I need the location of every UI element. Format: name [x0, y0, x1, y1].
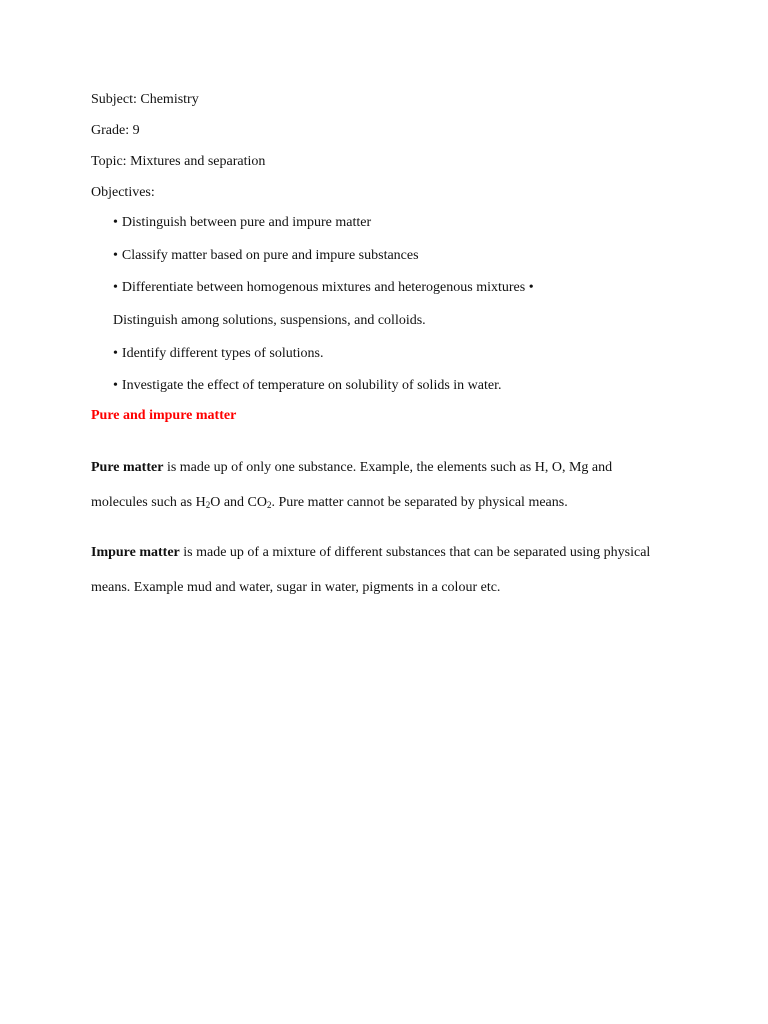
bullet-marker: •	[113, 280, 118, 295]
objectives-list	[91, 212, 708, 397]
objective-text: Differentiate between homogenous mixtures and heterogenous mixtures •	[121, 280, 534, 295]
objective-text: Identify different types of solutions.	[121, 345, 324, 361]
objective-item	[113, 343, 708, 365]
objective-text: Classify matter based on pure and impure substances	[121, 247, 419, 263]
subscript: 2	[266, 500, 272, 510]
impure-matter-text: is made up of a mixture of different substances that can be separated using physical means. Example mud and water, sugar in water, pigments in a colour etc.	[91, 545, 651, 595]
bullet-marker: •	[113, 215, 118, 230]
topic-line: Topic: Mixtures and separation	[91, 154, 266, 169]
bullet-marker: •	[113, 378, 118, 393]
objective-text-continued: Distinguish among solutions, suspensions, and colloids.	[113, 313, 426, 328]
impure-matter-term: Impure matter	[91, 545, 180, 560]
bullet-marker: •	[113, 345, 118, 361]
bullet-marker: •	[113, 247, 118, 263]
section-heading: Pure and impure matter	[91, 408, 237, 423]
pure-matter-text: O and CO	[210, 495, 267, 510]
grade-line: Grade: 9	[91, 123, 140, 138]
subject-line: Subject: Chemistry	[91, 92, 199, 107]
objective-text: Investigate the effect of temperature on solubility of solids in water.	[121, 378, 502, 393]
objective-item	[113, 277, 708, 332]
impure-matter-paragraph	[91, 535, 661, 605]
objectives-title: Objectives:	[91, 185, 155, 200]
objective-item	[113, 375, 708, 397]
objective-item	[113, 245, 708, 267]
objective-item	[113, 212, 708, 234]
pure-matter-text: . Pure matter cannot be separated by physical means.	[271, 495, 568, 510]
pure-matter-paragraph	[91, 450, 661, 520]
pure-matter-term: Pure matter	[91, 460, 164, 475]
subscript: 2	[205, 500, 211, 510]
objective-text: Distinguish between pure and impure matter	[121, 215, 372, 230]
pure-matter-text: is made up of only one substance. Example, the elements such as H, O, Mg and molecules such as H	[91, 460, 613, 510]
